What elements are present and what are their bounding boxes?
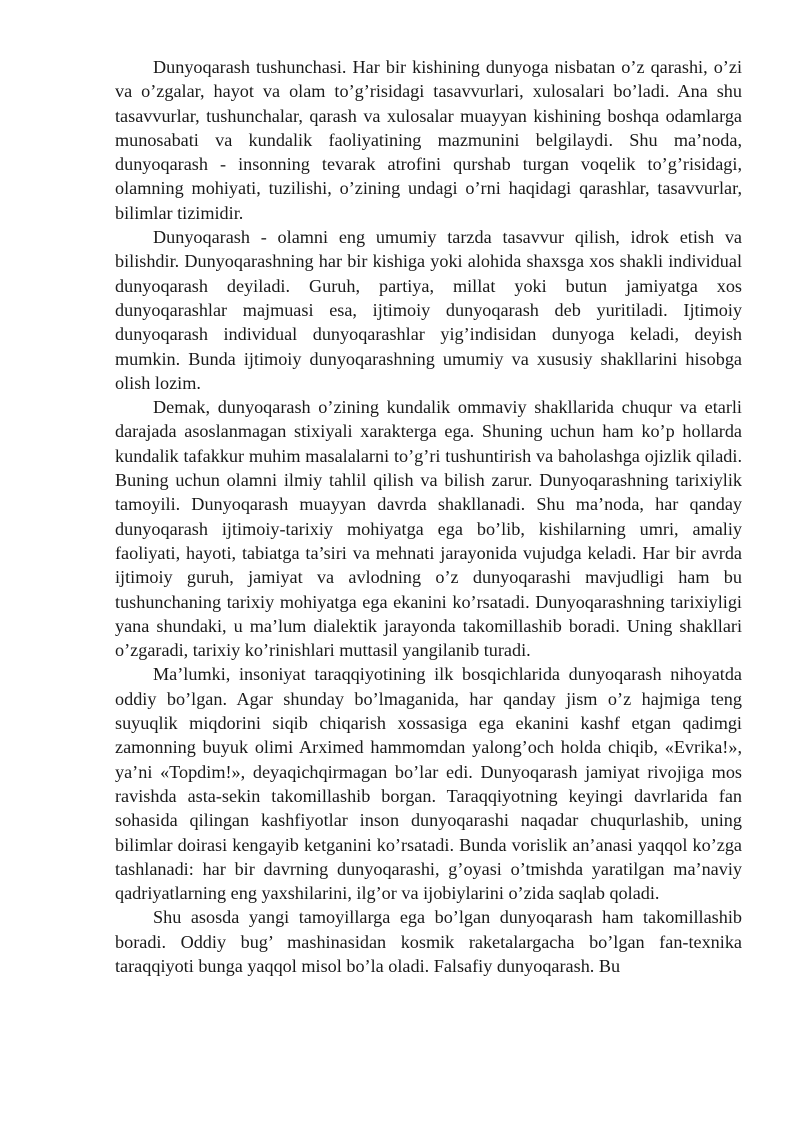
paragraph-historicity-principle: Demak, dunyoqarash o’zining kundalik ommaviy shakllarida chuqur va etarli darajada asoslanmagan stixiyali xarakterga ega. Shuning uchun ham ko’p hollarda kundalik tafakkur muhim masalalarni to’g’ri tushuntirish va baholashga ojizlik qiladi. Buning uchun olamni ilmiy tahlil qilish va bilish zarur. Dunyoqarashning tarixiylik tamoyili. Dunyoqarash muayyan davrda shakllanadi. Shu ma’noda, har qanday dunyoqarash ijtimoiy-tarixiy mohiyatga ega bo’lib, kishilarning umri, amaliy faoliyati, hayoti, tabiatga ta’siri va mehnati jarayonida vujudga keladi. Har bir avrda ijtimoiy guruh, jamiyat va avlodning o’z dunyoqarashi mavjudligi ham bu tushunchaning tarixiy mohiyatga ega ekanini ko’rsatadi. Dunyoqarashning tarixiyligi yana shundaki, u ma’lum dialektik jarayonda takomillashib boradi. Uning shakllari o’zgaradi, tarixiy ko’rinishlari muttasil yangilanib turadi. bbox=[115, 397, 742, 661]
document-page bbox=[115, 55, 742, 978]
paragraph-worldview-definition: Dunyoqarash - olamni eng umumiy tarzda tasavvur qilish, idrok etish va bilishdir. Dunyoqarashning har bir kishiga yoki alohida shaxsga xos shakli individual dunyoqarash deyiladi. Guruh, partiya, millat yoki butun jamiyatga xos dunyoqarashlar majmuasi esa, ijtimoiy dunyoqarash deb yuritiladi. Ijtimoiy dunyoqarash individual dunyoqarashlar yig’indisidan dunyoga keladi, deyish mumkin. Bunda ijtimoiy dunyoqarashning umumiy va xususiy shakllarini hisobga olish lozim. bbox=[115, 227, 742, 393]
paragraph-worldview-concept: Dunyoqarash tushunchasi. Har bir kishining dunyoga nisbatan o’z qarashi, o’zi va o’zgalar, hayot va olam to’g’risidagi tasavvurlari, xulosalari bo’ladi. Ana shu tasavvurlar, tushunchalar, qarash va xulosalar muayyan kishining boshqa odamlarga munosabati va kundalik faoliyatining mazmunini belgilaydi. Shu ma’noda, dunyoqarash - insonning tevarak atrofini qurshab turgan voqelik to’g’risidagi, olamning mohiyati, tuzilishi, o’zining undagi o’rni haqidagi qarashlar, tasavvurlar, bilimlar tizimidir. bbox=[115, 57, 742, 223]
paragraph-philosophical-worldview: Shu asosda yangi tamoyillarga ega bo’lgan dunyoqarash ham takomillashib boradi. Oddiy bug’ mashinasidan kosmik raketalargacha bo’lgan fan-texnika taraqqiyoti bunga yaqqol misol bo’la oladi. Falsafiy dunyoqarash. Bu bbox=[115, 907, 742, 976]
paragraph-archimedes-example: Ma’lumki, insoniyat taraqqiyotining ilk bosqichlarida dunyoqarash nihoyatda oddiy bo’lgan. Agar shunday bo’lmaganida, har qanday jism o’z hajmiga teng suyuqlik miqdorini siqib chiqarish xossasiga ega ekanini kashf etgan qadimgi zamonning buyuk olimi Arximed hammomdan yalong’och holda chiqib, «Evrika!», ya’ni «Topdim!», deyaqichqirmagan bo’lar edi. Dunyoqarash jamiyat rivojiga mos ravishda asta-sekin takomillashib borgan. Taraqqiyotning keyingi davrlarida fan sohasida qilingan kashfiyotlar inson dunyoqarashi naqadar chuqurlashib, uning bilimlar doirasi kengayib ketganini ko’rsatadi. Bunda vorislik an’anasi yaqqol ko’zga tashlanadi: har bir davrning dunyoqarashi, g’oyasi o’tmishda yaratilgan ma’naviy qadriyatlarning eng yaxshilarini, ilg’or va ijobiylarini o’zida saqlab qoladi. bbox=[115, 664, 742, 904]
